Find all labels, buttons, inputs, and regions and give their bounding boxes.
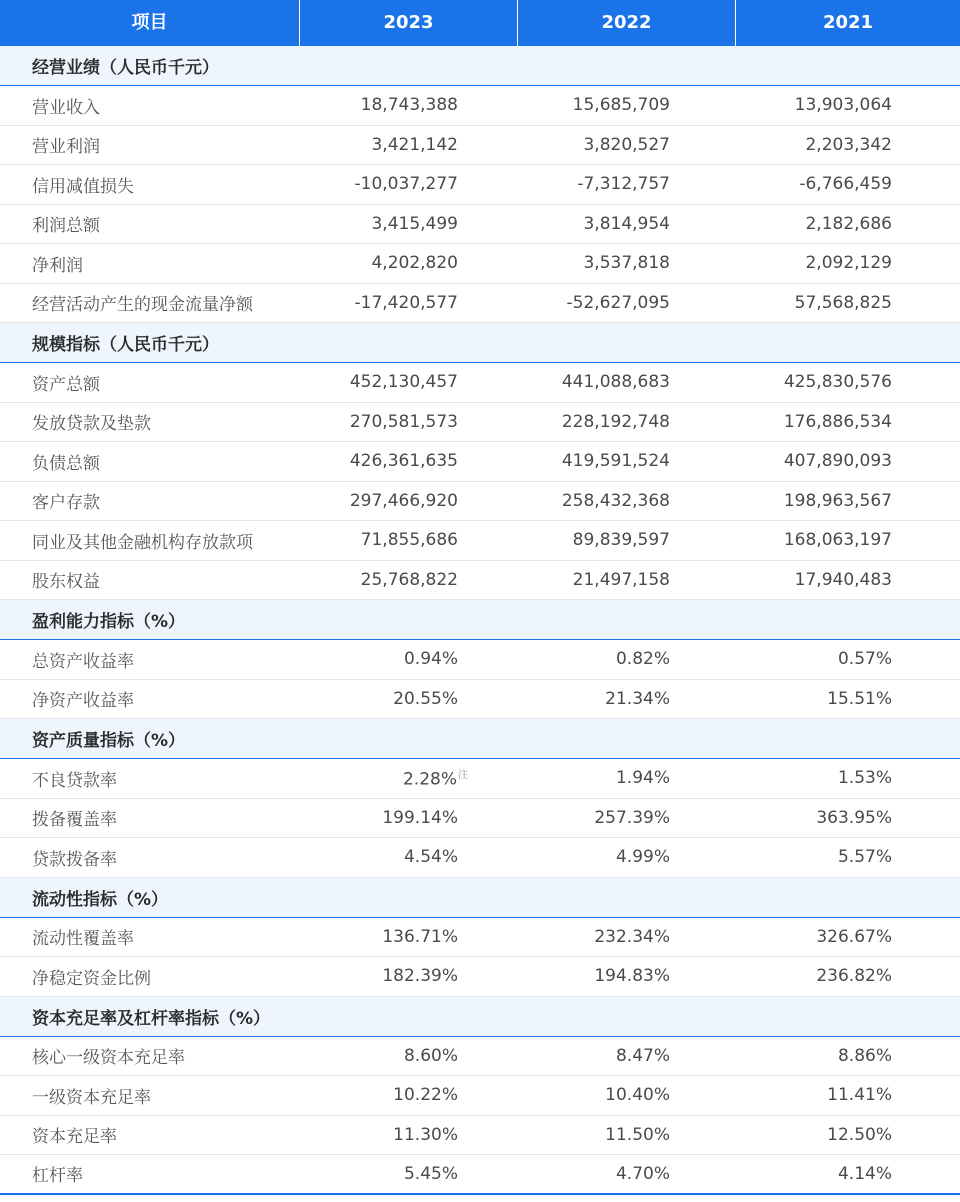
value-2021: 4.14% xyxy=(837,1163,892,1184)
section-title: 资本充足率及杠杆率指标（%） xyxy=(32,1008,271,1029)
table-row xyxy=(0,86,960,126)
row-label: 负债总额 xyxy=(32,453,100,474)
value-2023: 182.39% xyxy=(382,966,458,987)
value-2021: 363.95% xyxy=(816,807,892,828)
row-label: 净资产收益率 xyxy=(32,691,134,712)
value-2022: 228,192,748 xyxy=(561,411,670,432)
row-label: 股东权益 xyxy=(32,572,100,593)
row-label: 经营活动产生的现金流量净额 xyxy=(32,295,253,316)
value-2023: 270,581,573 xyxy=(349,411,458,432)
value-2023: 199.14% xyxy=(382,807,458,828)
value-2023: 0.94% xyxy=(403,649,458,670)
row-label: 信用减值损失 xyxy=(32,176,134,197)
row-label: 营业收入 xyxy=(32,97,100,118)
table-row xyxy=(0,561,960,601)
table-row xyxy=(0,957,960,997)
table-row xyxy=(0,482,960,522)
value-2023: -17,420,577 xyxy=(354,292,458,313)
row-label: 资产总额 xyxy=(32,374,100,395)
table-row xyxy=(0,918,960,958)
value-text: 2.28% xyxy=(402,770,457,791)
section-header xyxy=(0,323,960,363)
value-2022: 258,432,368 xyxy=(561,490,670,511)
row-label: 发放贷款及垫款 xyxy=(32,414,151,435)
section-header xyxy=(0,600,960,640)
value-2021: 198,963,567 xyxy=(783,490,892,511)
value-2022: 15,685,709 xyxy=(572,95,670,116)
header-item: 项目 xyxy=(0,0,300,46)
section-title: 资产质量指标（%） xyxy=(32,731,186,751)
value-2021: 15.51% xyxy=(827,688,892,709)
value-2021: 13,903,064 xyxy=(794,95,892,116)
row-label: 流动性覆盖率 xyxy=(32,929,134,950)
section-title: 经营业绩（人民币千元） xyxy=(32,58,219,78)
value-2023: 136.71% xyxy=(382,926,458,947)
value-2022: 441,088,683 xyxy=(561,372,670,393)
value-2022: 21,497,158 xyxy=(572,569,670,590)
value-2023: 20.55% xyxy=(393,688,458,709)
value-2023: 8.60% xyxy=(403,1045,458,1066)
row-label: 拨备覆盖率 xyxy=(32,810,117,831)
table-row xyxy=(0,838,960,878)
value-2022: 0.82% xyxy=(615,649,670,670)
value-2022: 89,839,597 xyxy=(572,530,670,551)
row-label: 资本充足率 xyxy=(32,1127,117,1148)
header-year-2023: 2023 xyxy=(300,0,518,46)
header-year-2021: 2021 xyxy=(822,12,874,33)
value-2023 xyxy=(300,766,518,790)
value-2022: 257.39% xyxy=(594,807,670,828)
value-2022: 419,591,524 xyxy=(561,451,670,472)
row-label: 总资产收益率 xyxy=(32,651,134,672)
value-2022: -52,627,095 xyxy=(566,292,670,313)
value-2021: 2,182,686 xyxy=(805,213,892,234)
value-2022: 194.83% xyxy=(594,966,670,987)
table-row xyxy=(0,363,960,403)
row-label: 杠杆率 xyxy=(32,1166,83,1187)
table-row xyxy=(0,442,960,482)
value-2021: 2,203,342 xyxy=(805,134,892,155)
value-2021: 5.57% xyxy=(837,847,892,868)
section-title: 流动性指标（%） xyxy=(32,889,169,910)
value-2023: 5.45% xyxy=(403,1163,458,1184)
value-2023: 4,202,820 xyxy=(371,253,458,274)
value-2022: 8.47% xyxy=(615,1045,670,1066)
table-row xyxy=(0,244,960,284)
table-row xyxy=(0,403,960,443)
value-2021: 425,830,576 xyxy=(783,372,892,393)
table-header xyxy=(0,0,960,46)
value-2022: 4.70% xyxy=(615,1163,670,1184)
value-2022: 3,537,818 xyxy=(583,253,670,274)
value-2023: -10,037,277 xyxy=(354,174,458,195)
value-2023: 3,421,142 xyxy=(371,134,458,155)
value-2021: 326.67% xyxy=(816,926,892,947)
table-row xyxy=(0,1037,960,1077)
table-row xyxy=(0,126,960,166)
value-2023: 11.30% xyxy=(393,1124,458,1145)
value-2023: 3,415,499 xyxy=(371,213,458,234)
value-2022: 1.94% xyxy=(615,768,670,789)
row-label: 不良贷款率 xyxy=(32,770,117,791)
value-2022: 4.99% xyxy=(615,847,670,868)
value-2022: 232.34% xyxy=(594,926,670,947)
row-label: 客户存款 xyxy=(32,493,100,514)
row-label: 净稳定资金比例 xyxy=(32,968,151,989)
row-label: 贷款拨备率 xyxy=(32,849,117,870)
table-row xyxy=(0,1076,960,1116)
value-2021: 57,568,825 xyxy=(794,292,892,313)
table-body xyxy=(0,46,960,1195)
table-row xyxy=(0,205,960,245)
value-2021: 0.57% xyxy=(837,649,892,670)
row-label: 利润总额 xyxy=(32,216,100,237)
value-2023: 297,466,920 xyxy=(349,490,458,511)
value-2023: 25,768,822 xyxy=(360,569,458,590)
row-label: 一级资本充足率 xyxy=(32,1087,151,1108)
value-2023: 426,361,635 xyxy=(349,451,458,472)
value-2021: 176,886,534 xyxy=(783,411,892,432)
value-2023: 71,855,686 xyxy=(360,530,458,551)
header-year-2022: 2022 xyxy=(518,0,736,46)
table-row xyxy=(0,1116,960,1156)
row-label: 净利润 xyxy=(32,255,83,276)
value-2022: 11.50% xyxy=(605,1124,670,1145)
value-2023: 452,130,457 xyxy=(349,372,458,393)
table-row xyxy=(0,521,960,561)
section-header xyxy=(0,997,960,1037)
table-row xyxy=(0,799,960,839)
table-row xyxy=(0,759,960,799)
value-2022: -7,312,757 xyxy=(577,174,670,195)
value-2021: 168,063,197 xyxy=(783,530,892,551)
section-header xyxy=(0,46,960,86)
value-2021: 8.86% xyxy=(837,1045,892,1066)
value-2021: -6,766,459 xyxy=(799,174,892,195)
value-2021: 11.41% xyxy=(827,1085,892,1106)
value-2021: 236.82% xyxy=(816,966,892,987)
value-2022: 3,814,954 xyxy=(583,213,670,234)
table-row xyxy=(0,165,960,205)
value-2021: 17,940,483 xyxy=(794,569,892,590)
value-2023: 10.22% xyxy=(393,1085,458,1106)
value-2021: 2,092,129 xyxy=(805,253,892,274)
section-header xyxy=(0,719,960,759)
row-label: 核心一级资本充足率 xyxy=(32,1048,185,1069)
table-row xyxy=(0,1155,960,1195)
value-2021: 1.53% xyxy=(837,768,892,789)
footnote-marker: 注 xyxy=(458,770,468,782)
value-2022: 21.34% xyxy=(605,688,670,709)
value-2022: 10.40% xyxy=(605,1085,670,1106)
value-2023: 4.54% xyxy=(403,847,458,868)
section-title: 盈利能力指标（%） xyxy=(32,612,186,632)
value-2022: 3,820,527 xyxy=(583,134,670,155)
table-row xyxy=(0,640,960,680)
value-2023: 18,743,388 xyxy=(360,95,458,116)
section-header xyxy=(0,878,960,918)
value-2021: 12.50% xyxy=(827,1124,892,1145)
row-label: 营业利润 xyxy=(32,137,100,158)
row-label: 同业及其他金融机构存放款项 xyxy=(32,532,253,553)
table-row xyxy=(0,680,960,720)
section-title: 规模指标（人民币千元） xyxy=(32,335,219,355)
table-row xyxy=(0,284,960,324)
value-2021: 407,890,093 xyxy=(783,451,892,472)
